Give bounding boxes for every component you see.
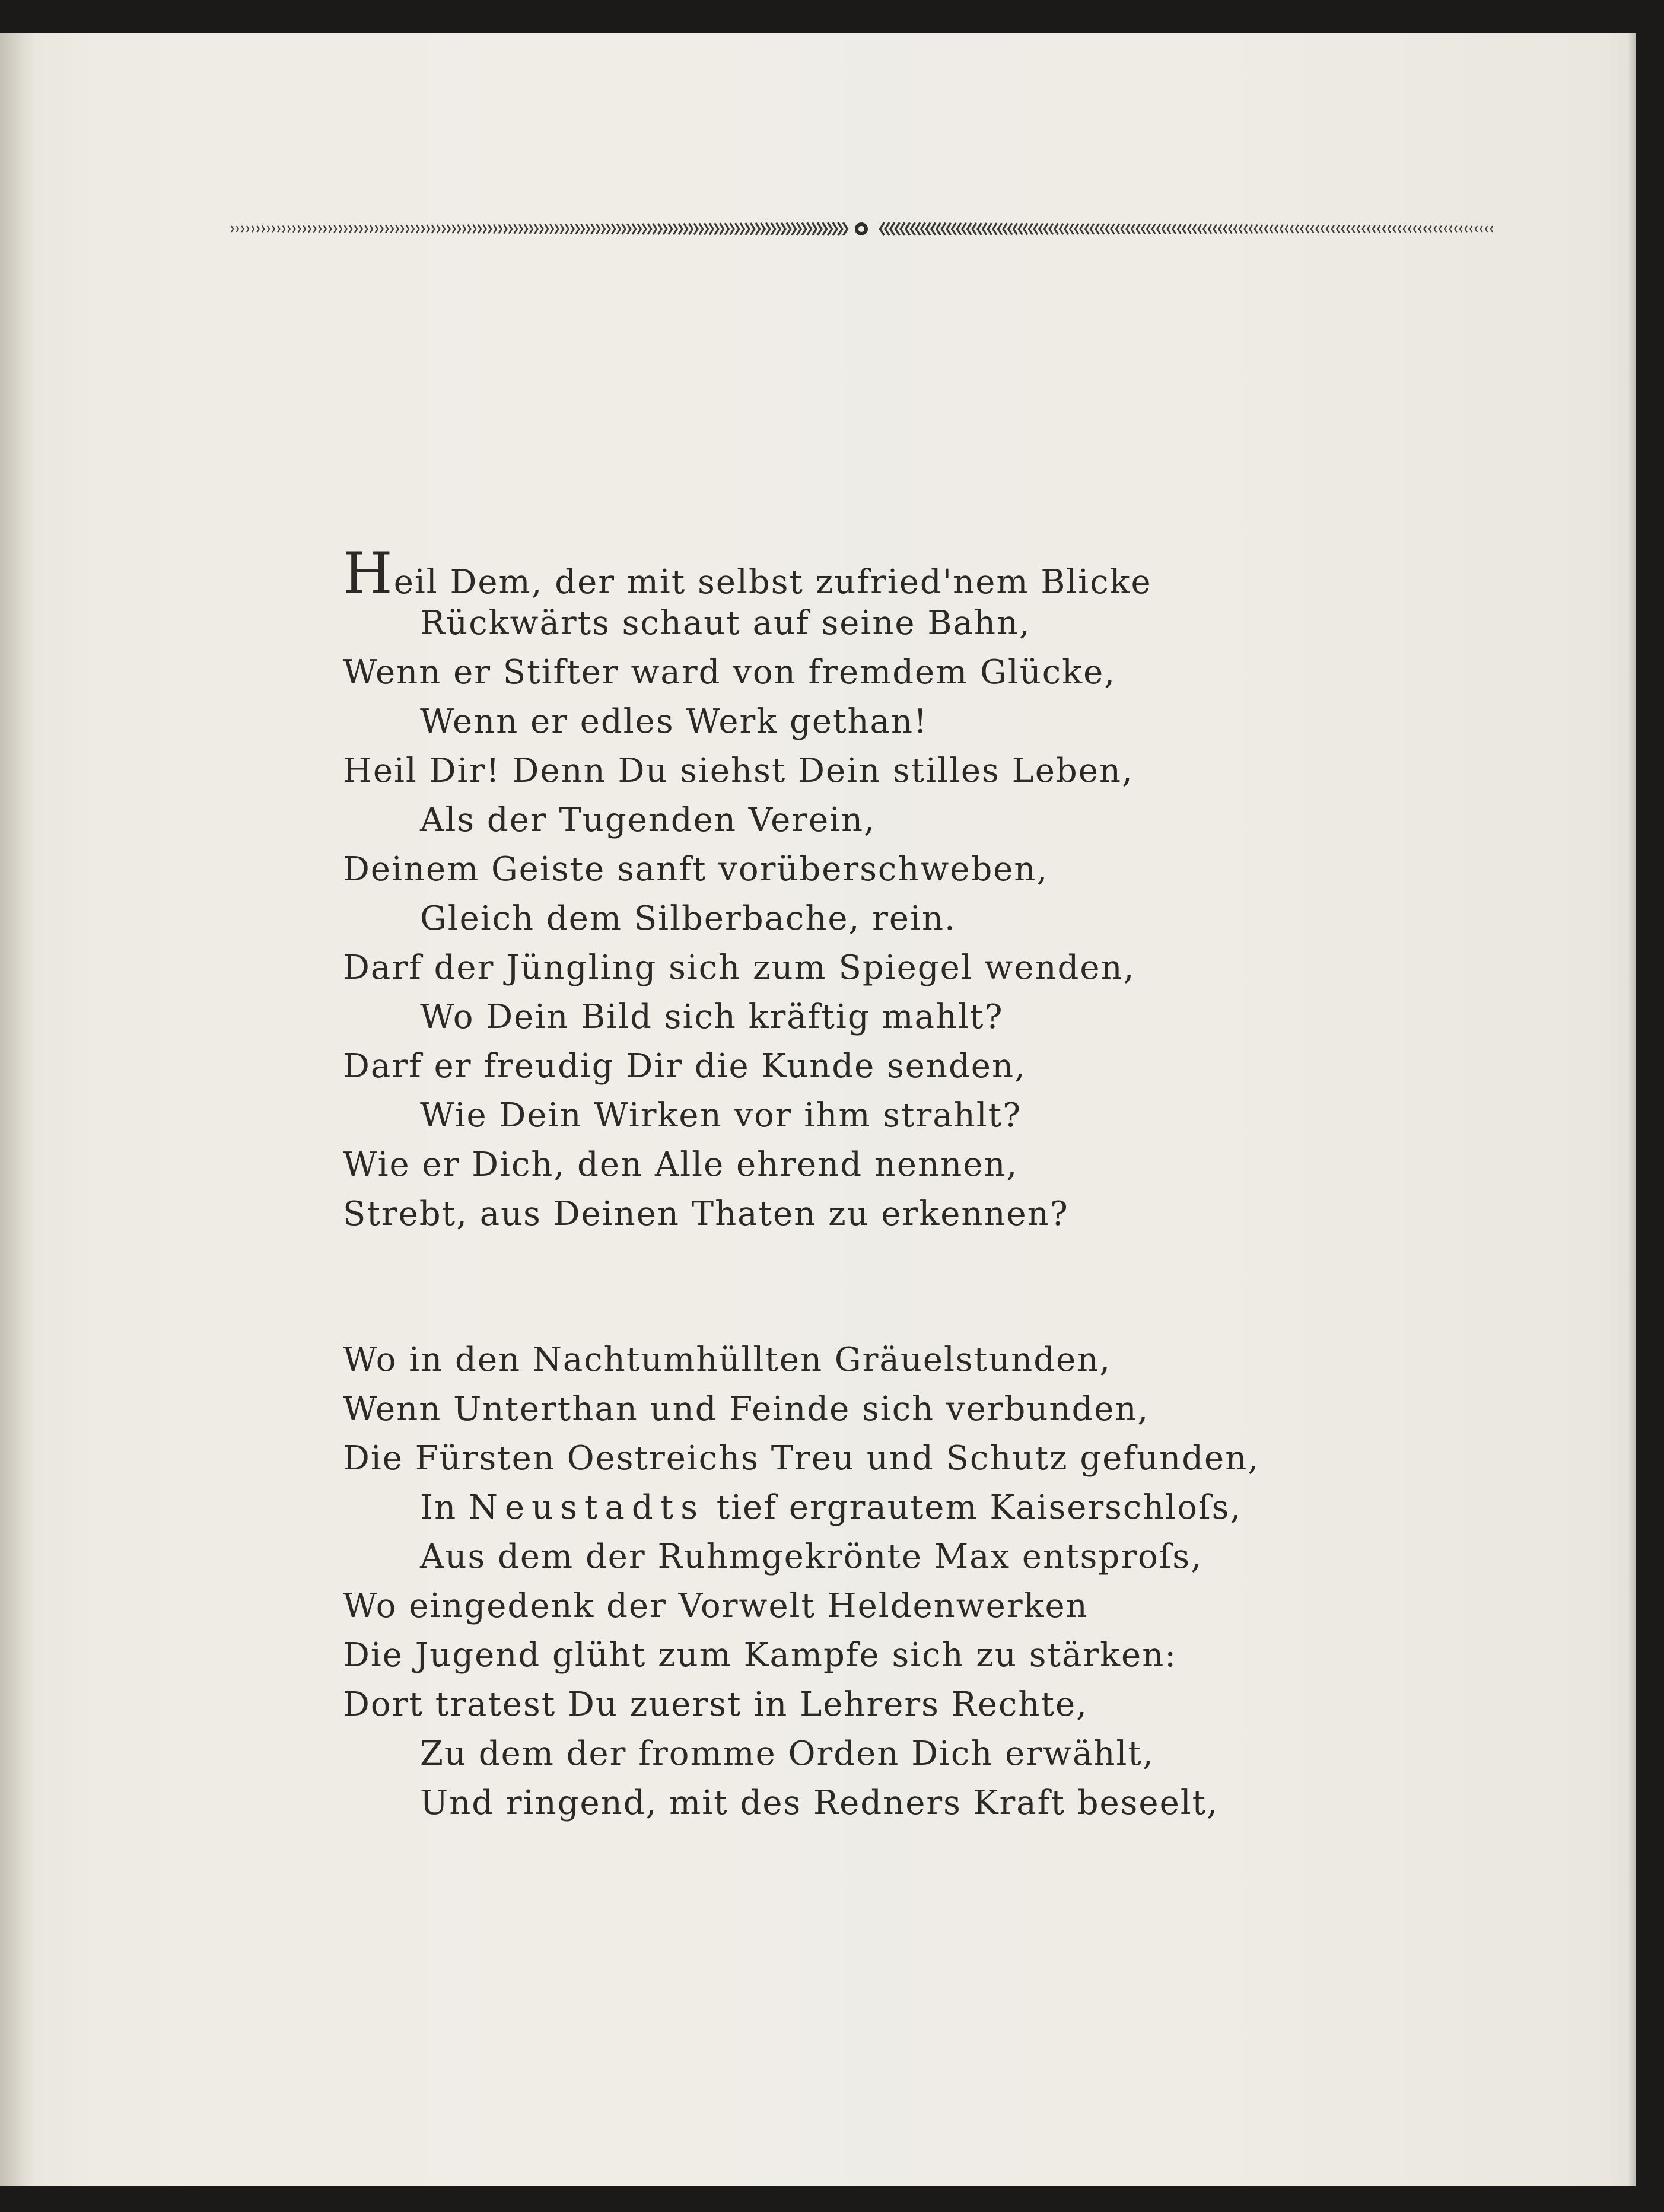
line-text: In	[420, 1488, 469, 1527]
ornament-mark	[817, 222, 822, 235]
ornament-mark	[704, 223, 708, 234]
ornament-mark	[1229, 224, 1232, 233]
poem-line: Wo Dein Bild sich kräftig mahlt?	[420, 998, 1004, 1036]
ornament-mark	[1301, 225, 1303, 233]
ornament-mark	[349, 225, 352, 233]
ornament-mark	[550, 224, 553, 234]
ornament-mark	[1249, 225, 1252, 234]
poem-line: Gleich dem Silberbache, rein.	[420, 899, 956, 938]
ornament-mark	[1260, 225, 1263, 234]
ornament-mark	[921, 222, 925, 235]
ornament-mark	[1003, 223, 1007, 235]
poem-line: Die Jugend glüht zum Kampfe sich zu stärken:	[343, 1636, 1178, 1675]
ornament-mark	[1460, 226, 1462, 233]
ornament-mark	[1173, 224, 1176, 234]
ornament-mark	[1245, 225, 1248, 234]
ornament-mark	[555, 224, 558, 234]
ornament-mark	[1434, 225, 1436, 232]
ornament-mark	[612, 224, 615, 234]
ornament-mark	[1132, 224, 1135, 234]
ornament-mark	[298, 225, 300, 232]
ornament-mark	[627, 224, 631, 234]
ornament-mark	[268, 226, 269, 233]
ornament-mark	[1204, 224, 1207, 234]
ornament-mark	[453, 225, 455, 233]
ornament-mark	[669, 224, 672, 235]
ornament-mark	[1090, 224, 1094, 234]
ornament-mark	[380, 225, 383, 233]
ornament-mark	[1152, 224, 1155, 234]
ornament-mark	[314, 225, 316, 233]
ornament-mark	[684, 224, 688, 235]
ornament-mark	[365, 225, 367, 233]
ornament-mark	[725, 223, 728, 235]
ornament-mark	[432, 225, 434, 233]
ornament-mark	[1419, 225, 1421, 232]
ornament-mark	[324, 225, 326, 233]
ornament-mark	[962, 223, 966, 235]
stanza-2	[343, 1335, 1328, 1828]
ornament-mark	[329, 225, 332, 233]
ornament-mark	[509, 224, 512, 233]
ornament-mark	[699, 223, 703, 234]
ornament-right-marks	[880, 222, 1493, 235]
ornament-mark	[1065, 224, 1068, 234]
poem-line: Wie Dein Wirken vor ihm strahlt?	[420, 1096, 1022, 1135]
ornament-mark	[911, 222, 915, 235]
ornament-mark	[303, 225, 305, 232]
ornament-mark	[1239, 225, 1242, 234]
ornament-mark	[797, 223, 801, 235]
poem-line	[343, 540, 1328, 607]
ornament-mark	[833, 222, 837, 235]
ornament-mark	[1178, 224, 1181, 234]
ornament-mark	[1337, 225, 1340, 233]
ornament-mark	[1147, 224, 1150, 234]
ornament-mark	[663, 224, 667, 234]
ornament-mark	[927, 223, 931, 235]
ornament-mark	[1491, 226, 1493, 232]
ornament-mark	[638, 224, 641, 234]
ornament-mark	[1275, 225, 1278, 233]
poem-text	[343, 540, 1328, 1828]
ornament-mark	[1116, 224, 1119, 234]
ornament-mark	[1080, 224, 1084, 234]
ornament-mark	[1039, 224, 1043, 235]
poem-line: Wo eingedenk der Vorwelt Heldenwerken	[343, 1587, 1089, 1625]
ornament-mark	[473, 225, 476, 234]
ornament-mark	[1142, 224, 1145, 234]
ornament-mark	[504, 224, 507, 233]
ornament-mark	[607, 224, 610, 234]
paper-edge	[1628, 33, 1636, 2186]
ornament-mark	[576, 224, 579, 234]
ornament-mark	[673, 224, 677, 235]
ornament-mark	[319, 225, 321, 233]
ornament-mark	[1183, 224, 1186, 234]
ornament-mark	[715, 223, 718, 234]
ornament-mark	[1342, 225, 1344, 233]
ornament-mark	[694, 224, 698, 235]
ornament-mark	[1137, 224, 1140, 234]
ornament-mark	[581, 224, 584, 234]
ornament-mark	[586, 224, 589, 234]
ornament-mark	[1481, 226, 1482, 232]
ornament-mark	[1034, 224, 1038, 235]
ornament-mark	[807, 222, 812, 235]
paper-sheet	[0, 33, 1636, 2186]
ornament-mark	[642, 224, 646, 234]
poem-line: Wenn er edles Werk gethan!	[420, 702, 928, 741]
ornament-mark	[1291, 225, 1293, 233]
ornament-mark	[247, 226, 249, 232]
line-text: tief ergrautem Kaiserschloſs,	[704, 1488, 1242, 1527]
ornament-mark	[1326, 225, 1329, 233]
ornament-mark	[427, 225, 429, 233]
ornament-mark	[534, 224, 537, 234]
ornament-mark	[494, 224, 497, 233]
ornament-mark	[998, 223, 1002, 235]
ornament-mark	[1219, 224, 1222, 233]
ornament-mark	[1352, 225, 1354, 233]
ornament-mark	[823, 222, 827, 235]
ornament-mark	[1070, 224, 1074, 234]
ornament-mark	[1296, 225, 1298, 233]
ornament-mark	[602, 224, 604, 234]
ornament-mark	[524, 224, 527, 234]
ornament-mark	[231, 226, 233, 232]
ornament-mark	[406, 225, 409, 233]
ornament-mark	[386, 225, 388, 233]
ornament-mark	[396, 225, 398, 233]
ornament-mark	[1086, 224, 1089, 234]
ornament-mark	[483, 225, 486, 234]
poem-line: Wenn er Stifter ward von fremdem Glücke,	[343, 653, 1116, 692]
poem-line: Als der Tugenden Verein,	[420, 801, 876, 839]
ornament-mark	[355, 225, 357, 233]
ornament-mark	[906, 222, 910, 235]
ornament-mark	[499, 224, 502, 233]
ornament-mark	[1008, 223, 1012, 234]
ornament-mark	[571, 224, 574, 234]
ornament-mark	[1162, 224, 1165, 234]
ornament-mark	[1157, 224, 1160, 234]
ornament-mark	[1470, 226, 1472, 232]
ornament-mark	[308, 225, 311, 233]
ornament-mark	[622, 224, 626, 234]
ornament-mark	[1019, 223, 1022, 234]
ornament-mark	[1075, 224, 1078, 234]
ornament-mark	[972, 223, 976, 235]
poem-line: Strebt, aus Deinen Thaten zu erkennen?	[343, 1195, 1069, 1233]
ornament-mark	[1198, 224, 1201, 234]
ornament-mark	[488, 225, 491, 234]
ornament-mark	[360, 225, 362, 233]
ornament-mark	[1398, 225, 1401, 233]
ornament-mark	[293, 225, 295, 232]
ornament-mark	[1322, 225, 1324, 233]
ornament-mark	[1101, 224, 1105, 234]
ornament-mark	[781, 223, 785, 235]
ornament-mark	[278, 226, 279, 233]
ornament-mark	[262, 226, 264, 233]
ornament-mark	[1060, 224, 1063, 234]
ornament-mark	[1414, 225, 1416, 233]
ornament-mark	[252, 226, 254, 232]
ornament-mark	[1316, 225, 1319, 233]
ornament-mark	[283, 226, 285, 233]
ornament-mark	[463, 225, 466, 234]
poem-line: Und ringend, mit des Redners Kraft beseelt,	[420, 1784, 1218, 1822]
ornament-mark	[1024, 223, 1027, 234]
ornament-mark	[792, 223, 796, 235]
poem-line: Darf er freudig Dir die Kunde senden,	[343, 1047, 1026, 1086]
ornament-mark	[766, 223, 769, 235]
ornament-mark	[514, 224, 517, 234]
ornament-mark	[648, 224, 651, 234]
ornament-mark	[1193, 224, 1196, 234]
ornament-mark	[1224, 224, 1227, 233]
ornament-mark	[632, 224, 636, 234]
ornament-mark	[679, 224, 682, 235]
ornament-mark	[1014, 223, 1017, 234]
ornament-mark	[761, 223, 765, 235]
ornament-mark	[1383, 225, 1385, 233]
ornament-mark	[334, 225, 336, 233]
poem-line: Wo in den Nachtumhüllten Gräuelstunden,	[343, 1341, 1112, 1379]
ornament-mark	[993, 223, 997, 235]
ornament-mark	[777, 223, 781, 235]
ornament-mark	[828, 222, 832, 235]
ornament-mark	[1332, 225, 1334, 233]
ornament-mark	[530, 224, 533, 234]
ornament-mark	[1373, 225, 1375, 233]
stanza-1	[343, 540, 1328, 1239]
ornament-mark	[545, 224, 548, 234]
ornament-mark	[978, 223, 981, 235]
ornament-mark	[730, 223, 734, 235]
ornament-mark	[617, 224, 621, 234]
ornament-mark	[1429, 225, 1431, 232]
ornament-mark	[740, 223, 744, 235]
ornament-mark	[1214, 224, 1217, 233]
ornament-mark	[1265, 225, 1267, 233]
ornament-mark	[931, 223, 936, 235]
ornament-mark	[937, 223, 941, 235]
ornament-mark	[756, 223, 759, 235]
ornament-mark	[968, 223, 971, 235]
ornament-mark	[843, 222, 847, 235]
ornament-mark	[478, 225, 481, 234]
ornament-mark	[1363, 225, 1365, 233]
ornament-mark	[339, 225, 342, 233]
ornament-mark	[411, 225, 413, 233]
ornament-mark	[1404, 225, 1406, 233]
ornament-mark	[1029, 224, 1033, 235]
ornament-mark	[1270, 225, 1272, 233]
ornament-mark	[983, 223, 987, 235]
ornament-mark	[1106, 224, 1109, 234]
ornament-mark	[561, 224, 564, 234]
ornament-mark	[941, 223, 946, 235]
ornament-mark	[957, 223, 960, 235]
ornament-mark	[802, 222, 806, 235]
poem-line: Rückwärts schaut auf seine Bahn,	[420, 604, 1031, 642]
ornament-mark	[442, 225, 444, 233]
poem-line: Wie er Dich, den Alle ehrend nennen,	[343, 1145, 1019, 1184]
ornament-mark	[447, 225, 450, 233]
ornament-mark	[901, 222, 905, 235]
ornament-mark	[771, 223, 775, 235]
ornament-mark	[1235, 225, 1237, 234]
poem-line: Zu dem der fromme Orden Dich erwählt,	[420, 1734, 1154, 1773]
ornament-mark	[653, 224, 657, 234]
ornament-mark	[1286, 225, 1288, 233]
ornament-mark	[1465, 226, 1467, 233]
ornament-mark	[591, 224, 594, 234]
ornament-mark	[468, 225, 471, 234]
ornament-mark	[689, 224, 692, 235]
ornament-mark	[838, 222, 842, 235]
ornament-mark	[288, 225, 289, 232]
ornament-mark	[237, 226, 238, 232]
ornament-mark	[890, 222, 895, 235]
ornament-mark	[457, 225, 460, 233]
ornament-mark	[437, 225, 440, 233]
ornament-mark	[787, 223, 791, 235]
ornament-mark	[750, 223, 754, 235]
ornament-mark	[401, 225, 403, 233]
ornament-mark	[658, 224, 661, 234]
ornament-mark	[1208, 224, 1211, 234]
ornament-mark	[812, 222, 816, 235]
stanza-gap	[343, 1239, 1328, 1335]
ornament-mark	[720, 223, 723, 235]
ornament-mark	[1306, 225, 1309, 233]
ornament-mark	[1049, 224, 1053, 235]
ornament-mark	[596, 224, 599, 234]
ornament-mark	[370, 225, 373, 233]
ornament-mark	[416, 225, 419, 233]
ornament-mark	[1378, 225, 1380, 233]
ornament-mark	[1357, 225, 1360, 233]
ornament-mark	[988, 223, 991, 235]
ornament-mark	[565, 224, 568, 234]
ornament-mark	[1367, 225, 1370, 233]
poem-line: Die Fürsten Oestreichs Treu und Schutz gefunden,	[343, 1439, 1260, 1478]
ornament-mark	[1445, 226, 1446, 233]
ornament-mark	[1440, 226, 1442, 233]
ornament-mark	[391, 225, 393, 233]
binding-shadow	[0, 33, 36, 2186]
ornament-mark	[1055, 224, 1058, 235]
ornament-mark	[241, 226, 243, 232]
ornament-mark	[916, 222, 920, 235]
ornament-mark	[1188, 224, 1191, 234]
ornament-mark	[1450, 226, 1452, 233]
ornament-mark	[1121, 224, 1124, 234]
ornament-mark	[746, 223, 749, 235]
poem-line: Aus dem der Ruhmgekrönte Max entsproſs,	[420, 1538, 1202, 1576]
ornament-mark	[345, 225, 347, 233]
poem-line: Wenn Unterthan und Feinde sich verbunden,	[343, 1390, 1150, 1428]
ornament-mark	[1424, 225, 1426, 232]
poem-line: Dort tratest Du zuerst in Lehrers Rechte,	[343, 1685, 1088, 1724]
ornament-mark	[885, 222, 889, 235]
ornament-mark	[1280, 225, 1283, 233]
poem-line: Deinem Geiste sanft vorüberschweben,	[343, 850, 1049, 889]
initial-letter: H	[343, 540, 394, 607]
ornament-mark	[1167, 224, 1170, 234]
ornament-mark	[896, 222, 900, 235]
ornament-mark	[952, 223, 956, 235]
ornament-mark	[709, 223, 713, 234]
line-text: eil Dem, der mit selbst zufried'nem Blicke	[393, 563, 1152, 601]
ornament-mark	[519, 224, 522, 234]
ornament-mark	[376, 225, 378, 233]
ornament-mark	[1455, 226, 1456, 233]
ornament-left-marks	[231, 222, 847, 235]
ornament-mark	[257, 226, 259, 233]
ornament-mark	[1485, 226, 1487, 232]
ornament-mark	[1347, 225, 1350, 233]
ornament-mark	[1111, 224, 1114, 234]
ornament-mark	[880, 222, 885, 235]
spaced-word: Neustadts	[469, 1488, 705, 1527]
poem-line: Heil Dir! Denn Du siehst Dein stilles Leben,	[343, 752, 1134, 790]
ornament-mark	[1255, 225, 1258, 234]
ornament-mark	[422, 225, 424, 233]
ornament-mark	[1044, 224, 1048, 235]
poem-line	[343, 1483, 1328, 1532]
ornament-mark	[1409, 225, 1411, 233]
poem-line: Darf der Jüngling sich zum Spiegel wenden,	[343, 949, 1135, 987]
ornament-mark	[1393, 225, 1396, 233]
ornament-mark	[1311, 225, 1313, 233]
ornament-mark	[1475, 226, 1477, 232]
ornament-mark	[1096, 224, 1099, 234]
ornament-rule	[227, 211, 1497, 247]
ornament-mark	[735, 223, 739, 235]
ornament-mark	[272, 226, 274, 233]
ornament-mark	[947, 223, 951, 235]
ornament-mark	[1388, 225, 1391, 233]
ornament-mark	[540, 224, 543, 234]
ornament-mark	[1127, 224, 1130, 234]
